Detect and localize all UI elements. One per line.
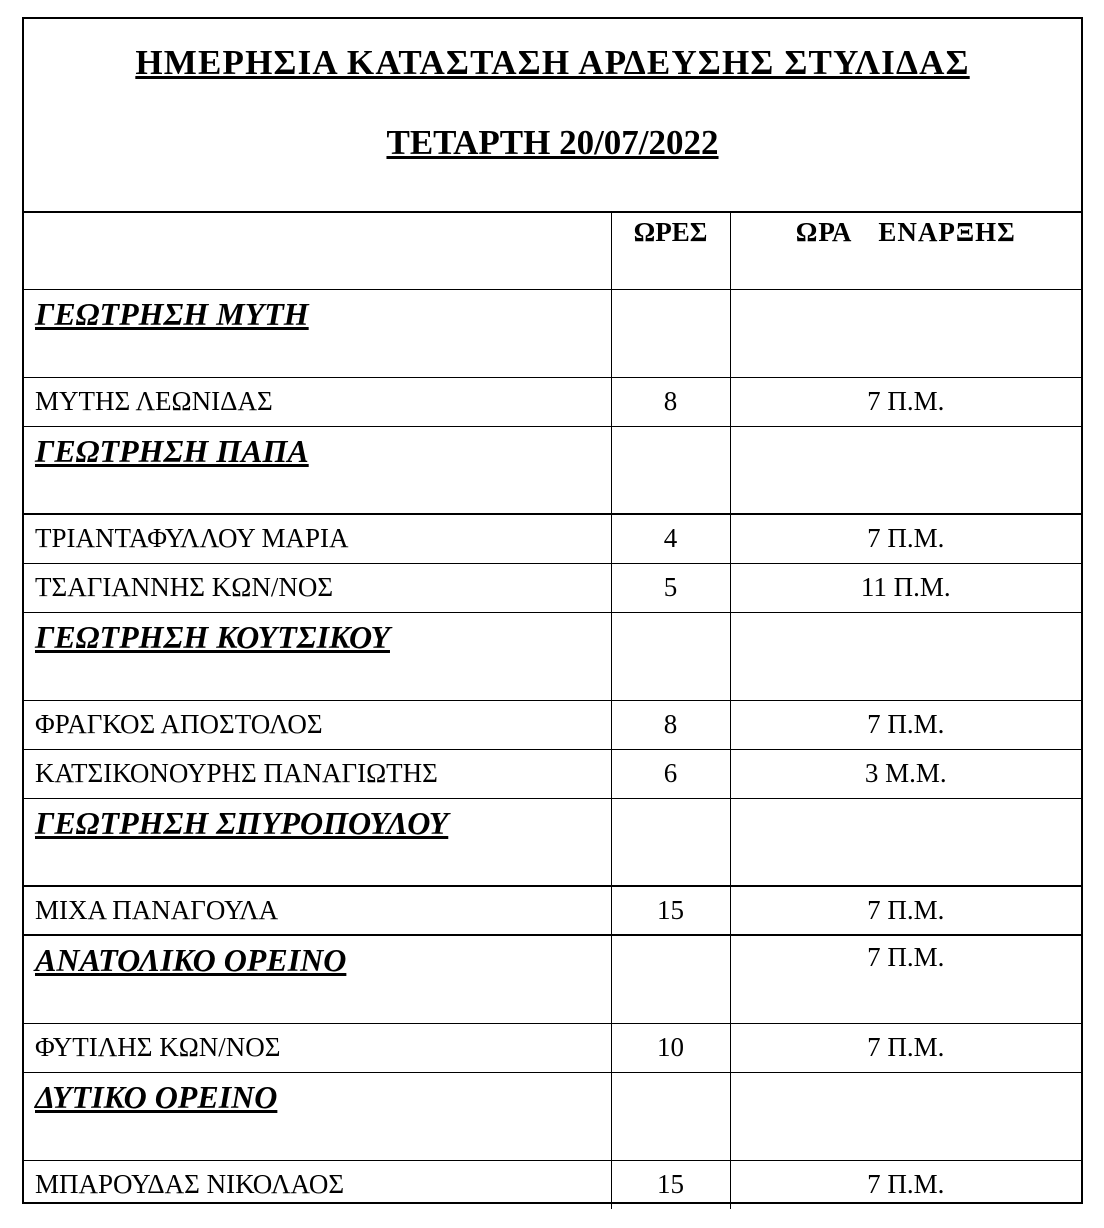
header-hours: ΩΡΕΣ: [611, 213, 730, 289]
table-row: [24, 749, 1081, 798]
hours-value: 5: [611, 563, 730, 612]
section-hours: [611, 1072, 730, 1160]
section-hours: [611, 426, 730, 514]
start-time-value: 7 Π.Μ.: [730, 1023, 1081, 1072]
header-name: [24, 213, 611, 289]
table-row: [24, 700, 1081, 749]
hours-value: 4: [611, 514, 730, 563]
section-row: [24, 1072, 1081, 1160]
section-name: ΓΕΩΤΡΗΣΗ ΚΟΥΤΣΙΚΟΥ: [24, 612, 611, 700]
table-row: [24, 886, 1081, 935]
irrigation-table-body: [24, 213, 1081, 1209]
section-row: [24, 289, 1081, 377]
section-start-time: [730, 1072, 1081, 1160]
start-time-value: 7 Π.Μ.: [730, 377, 1081, 426]
table-row: [24, 563, 1081, 612]
start-time-value: 3 Μ.Μ.: [730, 749, 1081, 798]
table-header-row: [24, 213, 1081, 289]
section-name: ΔΥΤΙΚΟ ΟΡΕΙΝΟ: [24, 1072, 611, 1160]
section-start-time: [730, 612, 1081, 700]
person-name: ΚΑΤΣΙΚΟΝΟΥΡΗΣ ΠΑΝΑΓΙΩΤΗΣ: [24, 749, 611, 798]
document-header: [24, 19, 1081, 213]
person-name: ΦΥΤΙΛΗΣ ΚΩΝ/ΝΟΣ: [24, 1023, 611, 1072]
section-row: [24, 798, 1081, 886]
table-row: [24, 377, 1081, 426]
person-name: ΜΙΧΑ ΠΑΝΑΓΟΥΛΑ: [24, 886, 611, 935]
section-row: [24, 426, 1081, 514]
section-row: [24, 612, 1081, 700]
start-time-value: 7 Π.Μ.: [730, 700, 1081, 749]
section-name: ΓΕΩΤΡΗΣΗ ΜΥΤΗ: [24, 289, 611, 377]
start-time-value: 7 Π.Μ.: [730, 886, 1081, 935]
section-row: [24, 935, 1081, 1023]
hours-value: 10: [611, 1023, 730, 1072]
hours-value: 15: [611, 886, 730, 935]
section-hours: [611, 798, 730, 886]
section-start-time: 7 Π.Μ.: [730, 935, 1081, 1023]
start-time-value: 7 Π.Μ.: [730, 1160, 1081, 1209]
hours-value: 6: [611, 749, 730, 798]
table-row: [24, 1160, 1081, 1209]
person-name: ΜΥΤΗΣ ΛΕΩΝΙΔΑΣ: [24, 377, 611, 426]
section-name: ΓΕΩΤΡΗΣΗ ΣΠΥΡΟΠΟΥΛΟΥ: [24, 798, 611, 886]
document-date: ΤΕΤΑΡΤΗ 20/07/2022: [386, 123, 719, 162]
document-frame: [22, 17, 1083, 1204]
section-start-time: [730, 289, 1081, 377]
person-name: ΤΡΙΑΝΤΑΦΥΛΛΟΥ ΜΑΡΙΑ: [24, 514, 611, 563]
start-time-value: 11 Π.Μ.: [730, 563, 1081, 612]
table-row: [24, 1023, 1081, 1072]
header-start-time: ΩΡΑ ΕΝΑΡΞΗΣ: [730, 213, 1081, 289]
section-name: ΓΕΩΤΡΗΣΗ ΠΑΠΑ: [24, 426, 611, 514]
start-time-value: 7 Π.Μ.: [730, 514, 1081, 563]
section-hours: [611, 612, 730, 700]
person-name: ΤΣΑΓΙΑΝΝΗΣ ΚΩΝ/ΝΟΣ: [24, 563, 611, 612]
hours-value: 8: [611, 700, 730, 749]
section-start-time: [730, 426, 1081, 514]
section-name: ΑΝΑΤΟΛΙΚΟ ΟΡΕΙΝΟ: [24, 935, 611, 1023]
table-row: [24, 514, 1081, 563]
irrigation-table: [24, 213, 1081, 1209]
section-hours: [611, 289, 730, 377]
section-start-time: [730, 798, 1081, 886]
person-name: ΜΠΑΡΟΥΔΑΣ ΝΙΚΟΛΑΟΣ: [24, 1160, 611, 1209]
section-hours: [611, 935, 730, 1023]
person-name: ΦΡΑΓΚΟΣ ΑΠΟΣΤΟΛΟΣ: [24, 700, 611, 749]
hours-value: 15: [611, 1160, 730, 1209]
hours-value: 8: [611, 377, 730, 426]
document-title: ΗΜΕΡΗΣΙΑ ΚΑΤΑΣΤΑΣΗ ΑΡΔΕΥΣΗΣ ΣΤΥΛΙΔΑΣ: [135, 43, 970, 82]
